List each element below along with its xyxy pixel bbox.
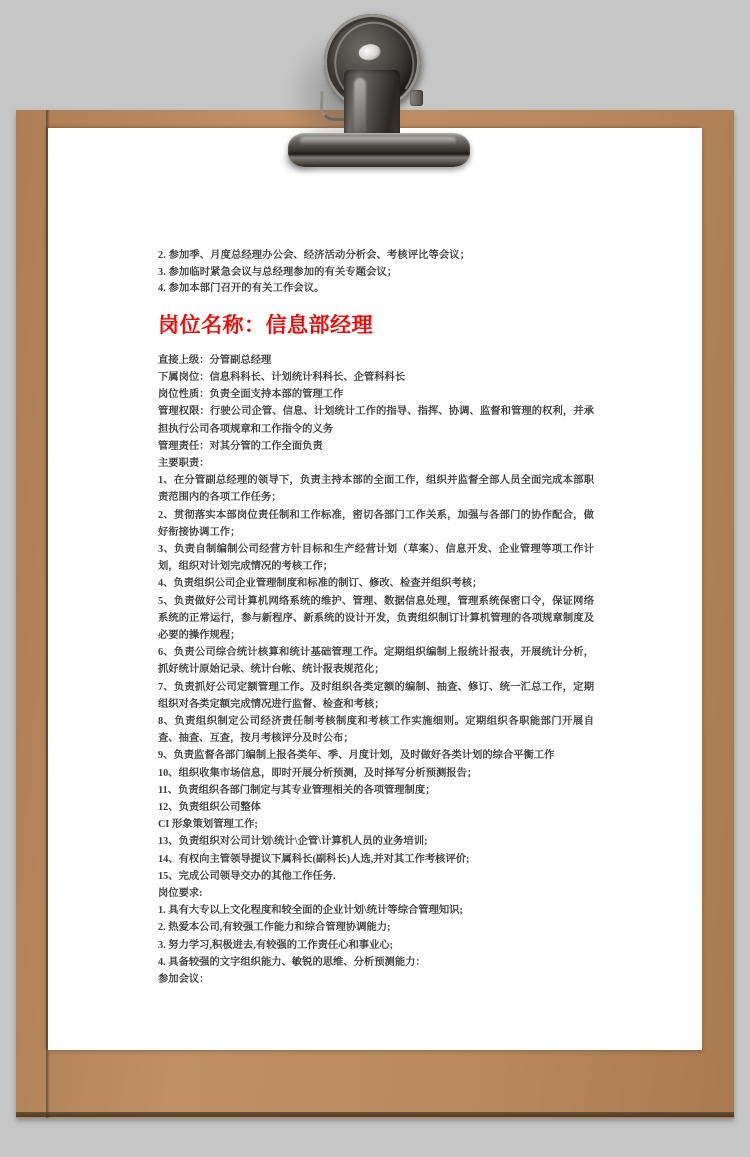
board-bottom-edge <box>16 1112 734 1117</box>
field-line: 管理权限：行驶公司企管、信息、计划统计工作的指导、指挥、协调、监督和管理的权利，并承担执行公司各项规章和工作指令的义务 <box>158 406 594 435</box>
top-meeting-items <box>158 248 594 298</box>
list-item: 1. 具有大专以上文化程度和较全面的企业计划\统计等综合管理知识; <box>158 905 463 917</box>
duties-list <box>158 472 594 885</box>
requirements-list <box>158 902 594 971</box>
list-item: 3. 参加临时紧急会议与总经理参加的有关专题会议； <box>158 266 398 278</box>
list-item: 2. 热爱本公司,有较强工作能力和综合管理协调能力; <box>158 922 391 934</box>
list-item: CI 形象策划管理工作; <box>158 819 258 831</box>
list-item: 6、负责公司综合统计核算和统计基础管理工作。定期组织编制上报统计报表，开展统计分析，抓好统计原始记录、统计台帐、统计报表规范化； <box>158 647 594 676</box>
list-item: 9、负责监督各部门编制上报各类年、季、月度计划，及时做好各类计划的综合平衡工作 <box>158 750 555 762</box>
page-title: 岗位名称：信息部经理 <box>158 312 373 337</box>
spacer <box>158 298 594 310</box>
footer-label: 参加会议： <box>158 974 210 986</box>
field-line: 直接上级：分管副总经理 <box>158 354 272 366</box>
list-item: 4、负责组织公司企业管理制度和标准的制订、修改、检查并组织考核； <box>158 578 483 590</box>
clip-neck-highlight <box>354 78 366 140</box>
field-line: 管理责任：对其分管的工作全面负责 <box>158 440 323 452</box>
duties-label: 主要职责： <box>158 458 210 469</box>
list-item: 10、组织收集市场信息，即时开展分析预测，及时择写分析预测报告； <box>158 767 478 779</box>
list-item: 4. 参加本部门召开的有关工作会议。 <box>158 283 325 295</box>
position-fields <box>158 352 594 455</box>
spacer <box>158 340 594 352</box>
list-item: 15、完成公司领导交办的其他工作任务. <box>158 870 336 882</box>
document-text-body <box>158 248 594 988</box>
list-item: 2. 参加季、月度总经理办公会、经济活动分析会、考核评比等会议； <box>158 250 471 261</box>
list-item: 7、负责抓好公司定额管理工作。及时组织各类定额的编制、抽查、修订、统一汇总工作，定期组织对各类定额完成情况进行监督、检查和考核； <box>158 681 594 710</box>
list-item: 1、在分管副总经理的领导下，负责主持本部的全面工作，组织并监督全部人员全面完成本部职责范围内的各项工作任务； <box>158 475 594 504</box>
field-line: 下属岗位：信息科科长、计划统计科科长、企管科科长 <box>158 371 406 383</box>
clip-side-knob <box>410 90 423 106</box>
clipboard-clip[interactable] <box>280 8 475 173</box>
list-item: 3、负责自制编制公司经营方针目标和生产经营计划（草案）、信息开发、企业管理等项工作计划，组织对计划完成情况的考核工作； <box>158 544 594 573</box>
list-item: 5、负责做好公司计算机网络系统的维护、管理、数据信息处理，管理系统保密口令，保证网络系统的正常运行，参与新程序、新系统的设计开发，负责组织制订计算机管理的各项规章制度及必要的操作规程； <box>158 595 594 642</box>
clip-bar-highlight <box>300 137 456 145</box>
list-item: 8、负责组织制定公司经济责任制考核制度和考核工作实施细则。定期组织各职能部门开展自查、抽查、互查，按月考核评分及时公布； <box>158 716 594 745</box>
list-item: 2、贯彻落实本部岗位责任制和工作标准，密切各部门工作关系，加强与各部门的协作配合，做好衔接协调工作； <box>158 509 594 538</box>
list-item: 4. 具备较强的文字组织能力、敏锐的思维、分析预测能力： <box>158 956 426 968</box>
list-item: 11、负责组织各部门制定与其专业管理相关的各项管理制度； <box>158 784 436 796</box>
list-item: 12、负责组织公司整体 <box>158 802 261 814</box>
list-item: 3. 努力学习,积极进去,有较强的工作责任心和事业心; <box>158 939 394 951</box>
list-item: 14、有权向主管领导提议下属科长(副科长)人选,并对其工作考核评价; <box>158 853 470 865</box>
field-line: 岗位性质：负责全面支持本部的管理工作 <box>158 389 344 401</box>
list-item: 13、负责组织对公司计划\统计\企管\计算机人员的业务培训; <box>158 836 428 848</box>
requirements-label: 岗位要求: <box>158 888 203 900</box>
